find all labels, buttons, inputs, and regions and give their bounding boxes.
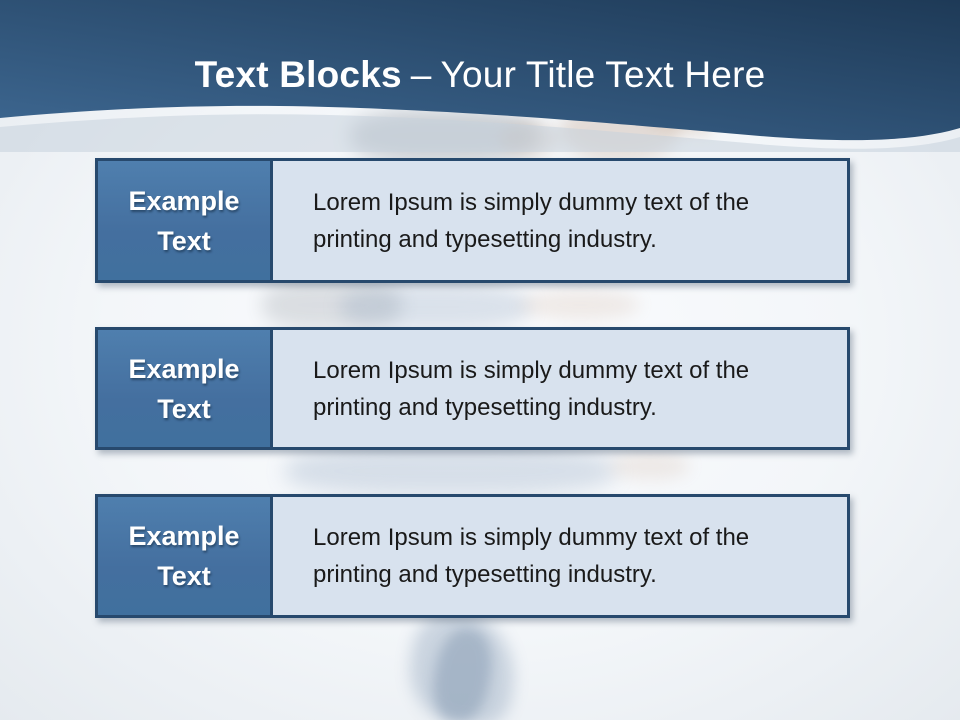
- title-separator: –: [410, 54, 432, 95]
- text-block-3-label-text: Example Text: [128, 521, 240, 591]
- text-block-2-body: [273, 330, 847, 447]
- dancer-jeans-lower-shape: [285, 446, 615, 496]
- text-block-1-body-text: Lorem Ipsum is simply dummy text of the printing and typesetting industry.: [313, 188, 750, 253]
- text-block-1-label-text: Example Text: [128, 185, 240, 256]
- dancer-jacket-shape: [262, 280, 402, 330]
- dancer-leg-shape: [403, 605, 523, 720]
- text-block-3: [95, 494, 850, 618]
- text-block-3-body: [273, 497, 847, 615]
- slide-title: [0, 55, 960, 95]
- dancer-jeans-upper-shape: [340, 284, 530, 330]
- text-block-2-label: [98, 330, 273, 447]
- text-block-1-label: [98, 161, 273, 280]
- text-block-1-body: [273, 161, 847, 280]
- title-emphasis: Text Blocks: [194, 54, 402, 95]
- dancer-arm-shape: [520, 290, 640, 320]
- text-block-3-label: [98, 497, 273, 615]
- text-block-2-body-text: Lorem Ipsum is simply dummy text of the printing and typesetting industry.: [313, 356, 750, 421]
- title-subtitle: Your Title Text Here: [440, 54, 766, 95]
- dancer-leg-core-shape: [427, 624, 498, 720]
- dancer-hand-shape: [610, 452, 690, 480]
- text-block-2: [95, 327, 850, 450]
- text-block-3-body-text: Lorem Ipsum is simply dummy text of the printing and typesetting industry.: [313, 524, 750, 588]
- text-block-1: [95, 158, 850, 283]
- text-block-2-label-text: Example Text: [128, 353, 240, 424]
